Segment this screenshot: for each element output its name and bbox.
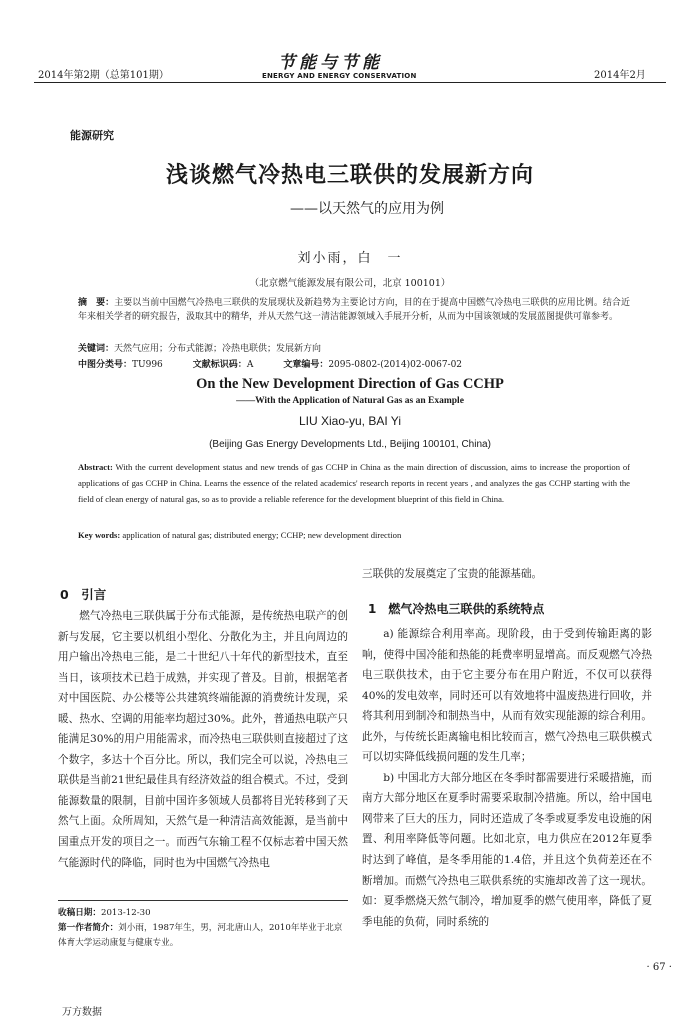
classification-meta bbox=[78, 357, 462, 370]
article-number: 文章编号：2095-0802-(2014)02-0067-02 bbox=[283, 360, 463, 370]
right-column-top bbox=[362, 564, 652, 585]
doc-code: 文献标识码：A bbox=[192, 360, 254, 370]
footnote-rule bbox=[58, 900, 348, 901]
journal-title-cn: 节能与节能 bbox=[278, 53, 383, 73]
abstract-cn-text: 主要以当前中国燃气冷热电三联供的发展现状及新趋势为主要论讨方向，目的在于提高中国燃气冷热电三联供的应用比例。结合近年来相关学者的研究报告，汲取其中的精华，并从天然气这一清洁能源领域入手展开分析，从而为中国该领域的发展蓝图提供可靠参考。 bbox=[78, 298, 630, 323]
keywords-cn-label: 关键词： bbox=[78, 344, 115, 354]
keywords-cn bbox=[78, 341, 321, 354]
abstract-cn-label: 摘 要： bbox=[78, 298, 115, 308]
issue-date: 2014年2月 bbox=[594, 70, 646, 81]
continued-text: 三联供的发展奠定了宝贵的能源基础。 bbox=[362, 568, 543, 580]
affiliation-en: (Beijing Gas Energy Developments Ltd., Beijing 100101, China) bbox=[209, 439, 491, 450]
affiliation-cn: （北京燃气能源发展有限公司，北京 100101） bbox=[249, 278, 451, 289]
article-title-cn: 浅谈燃气冷热电三联供的发展新方向 bbox=[165, 162, 534, 188]
issue-info: 2014年第2期（总第101期） bbox=[38, 70, 169, 81]
article-subtitle-en: ——With the Application of Natural Gas as an Example bbox=[236, 396, 464, 406]
author-bio: 第一作者简介：刘小雨，1987年生，男，河北唐山人，2010年毕业于北京体育大学运动康复与健康专业。 bbox=[58, 923, 343, 948]
header-rule bbox=[34, 82, 666, 83]
abstract-en-text: With the current development status and new trends of gas CCHP in China as the main direction of discussion, aims to increase the proportion of applications of gas CCHP in China. Learns the essence of the related academics' research reports in recent years , and analyzes the gas CCHP starting with the field of clean energy of natural gas, so as to provide a reliable reference for the development blueprint of this field in China. bbox=[78, 462, 630, 505]
keywords-en-label: Key words: bbox=[78, 530, 121, 540]
keywords-en bbox=[78, 530, 401, 540]
article-subtitle-cn: ——以天然气的应用为例 bbox=[290, 201, 444, 217]
abstract-en-label: Abstract: bbox=[78, 462, 113, 472]
received-date: 收稿日期：2013-12-30 bbox=[58, 908, 151, 918]
authors-en: LIU Xiao-yu, BAI Yi bbox=[298, 414, 402, 428]
clc-code: 中图分类号：TU996 bbox=[78, 360, 163, 370]
watermark-text: 万方数据 bbox=[62, 1007, 102, 1018]
feature-b-paragraph: b) 中国北方大部分地区在冬季时都需要进行采暖措施，而南方大部分地区在夏季时需要采取制冷措施。所以，给中国电网带来了巨大的压力，同时还造成了冬季或夏季发电设施的闲置、利用率降低等问题。比如北京，电力供应在2012年夏季时达到了峰值，是冬季用能的1.4倍，并且这个负荷差还在不断增加。而燃气冷热电三联供系统的实施却改善了这一现状。如：夏季燃烧天然气制冷，增加夏季的燃气使用率，降低了夏季电能的负荷，同时系统的 bbox=[362, 771, 652, 928]
journal-title-en: ENERGY AND ENERGY CONSERVATION bbox=[262, 72, 417, 80]
section-tag: 能源研究 bbox=[70, 129, 114, 142]
intro-paragraph: 燃气冷热电三联供属于分布式能源，是传统热电联产的创新与发展，它主要以机组小型化、分散化为主，并且向周边的用户输出冷热电三能，是二十世纪八十年代的新型技术，直至当日，该项技术已趋于成熟，并实现了普及。目前，根据笔者对中国医院、办公楼等公共建筑终端能源的消费统计发现，采暖、热水、空调的用能率均超过30%。此外，普通热电联产只能满足30%的用户用能需求，而冷热电三联供则直接超过了这个数字，多达十个百分比。所以，我们完全可以说，冷热电三联供是当前21世纪最佳具有经济效益的组合模式。不过，受到能源数量的限制，目前中国许多领域人员都将目光转移到了天然气上面。众所周知，天然气是一种清洁高效能源，是当前中国重点开发的项目之一。而西气东输工程不仅标志着中国天然气能源时代的降临，同时也为中国燃气冷热电 bbox=[58, 610, 348, 869]
left-column bbox=[58, 606, 348, 873]
authors-cn: 刘小雨，白 一 bbox=[297, 251, 403, 266]
keywords-cn-text: 天然气应用；分布式能源；冷热电联供；发展新方向 bbox=[114, 344, 322, 354]
keywords-en-text: application of natural gas; distributed energy; CCHP; new development direction bbox=[122, 530, 402, 540]
footnote bbox=[58, 906, 348, 951]
page-number: · 67 · bbox=[646, 962, 672, 973]
section-0-heading: 0 引言 bbox=[60, 587, 107, 602]
abstract-en bbox=[78, 459, 630, 508]
section-1-heading: 1 燃气冷热电三联供的系统特点 bbox=[368, 602, 545, 616]
right-column bbox=[362, 624, 652, 932]
feature-a-paragraph: a) 能源综合利用率高。现阶段，由于受到传输距离的影响，使得中国冷能和热能的耗费率明显增高。而反观燃气冷热电三联供技术，由于它主要分布在用户附近，不仅可以获得40%的发电效率，同时还可以有效地将中温废热进行回收，并将其利用到制冷和制热当中，从而有效实现能源的综合利用。此外，与传统长距离输电相比较而言，燃气冷热电三联供模式可以切实降低线损问题的发生几率； bbox=[362, 628, 652, 764]
abstract-cn bbox=[78, 296, 630, 324]
article-title-en: On the New Development Direction of Gas CCHP bbox=[196, 376, 504, 392]
